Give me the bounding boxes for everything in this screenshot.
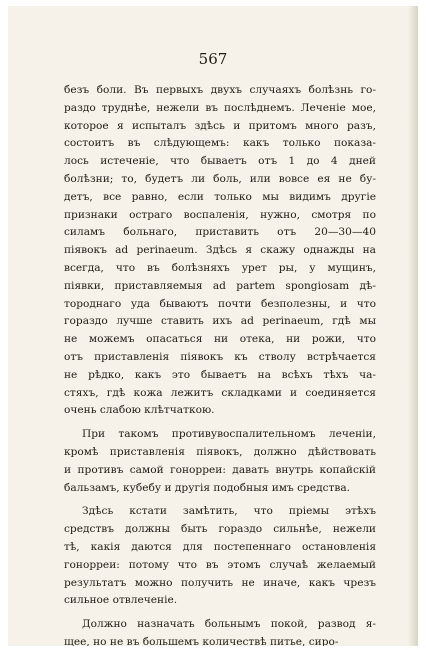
page-number: 567 — [198, 50, 228, 68]
text-line: не можемъ опасаться ни отека, ни рожи, что — [64, 333, 376, 346]
text-line: состоитъ въ слѣдующемъ: какъ только показа- — [64, 137, 376, 150]
body-text — [64, 82, 376, 646]
text-line: тѣ, какія даются для постепеннаго остановленія — [64, 540, 376, 553]
book-page — [8, 6, 418, 646]
text-line: Должно назначать больнымъ покой, развод я- — [82, 618, 376, 631]
text-line: средствъ должны быть гораздо сильнѣе, нежели — [64, 523, 376, 536]
paragraph — [64, 616, 376, 646]
text-line: піявки, приставляемыя ad partem spongiosam дѣ- — [64, 279, 376, 292]
text-line: не рѣдко, какъ это бываетъ на всѣхъ тѣхъ ча- — [64, 368, 376, 381]
text-line: піявокъ ad perinaeum. Здѣсь я скажу однажды на — [64, 244, 376, 257]
text-line: бальзамъ, кубебу и другія подобныя имъ средства. — [64, 481, 351, 494]
text-line: раздо труднѣе, нежели въ послѣднемъ. Леченіе мое, — [64, 101, 376, 114]
text-line: болѣзни; то, будетъ ли боль, или вовсе ея не бу- — [64, 172, 376, 185]
text-line: безъ боли. Въ первыхъ двухъ случаяхъ болѣзнь го- — [64, 84, 376, 96]
text-line: результатъ можно получить не иначе, какъ чрезъ — [64, 576, 376, 589]
text-line: гораздо лучше ставить ихъ ad perinaeum, гдѣ мы — [64, 315, 376, 328]
paragraph — [64, 426, 376, 497]
text-line: тороднаго уда бываютъ почти безполезны, и что — [64, 297, 376, 310]
text-line: которое я испыталъ здѣсь и притомъ много разъ, — [64, 119, 376, 132]
paragraph — [64, 503, 376, 610]
text-line: лось истеченіе, что бываетъ отъ 1 до 4 дней — [64, 155, 376, 168]
text-line: При такомъ противувоспалительномъ леченіи, — [82, 428, 376, 441]
text-line: признаки остраго воспаленія, нужно, смотря по — [64, 208, 376, 221]
paragraph — [64, 82, 376, 420]
text-line: стяхъ, гдѣ кожа лежитъ складками и соединяется — [64, 386, 376, 399]
text-line: и противъ самой гонорреи: давать внутрь копайскій — [64, 463, 376, 476]
text-line: всегда, что въ болѣзняхъ урет ры, у мущинъ, — [64, 261, 376, 274]
text-line: сильное отвлеченіе. — [64, 594, 178, 607]
text-line: очень слабою клѣтчаткою. — [64, 404, 215, 417]
text-line: отъ приставленія піявокъ къ стволу встрѣчается — [64, 350, 376, 363]
page-edge-shadow — [408, 6, 418, 646]
text-line: щее, но не въ большемъ количествѣ питье, сиро- — [64, 635, 339, 646]
text-line: силамъ больнаго, приставить отъ 20—30—40 — [64, 226, 376, 239]
text-line: кромѣ приставленія піявокъ, должно дѣйствовать — [64, 445, 376, 458]
text-line: гонорреи: потому что въ этомъ случаѣ желаемый — [64, 558, 376, 571]
text-line: детъ, все равно, если только мы видимъ другіе — [64, 190, 376, 203]
text-line: Здѣсь кстати замѣтить, что пріемы этѣхъ — [82, 505, 376, 518]
